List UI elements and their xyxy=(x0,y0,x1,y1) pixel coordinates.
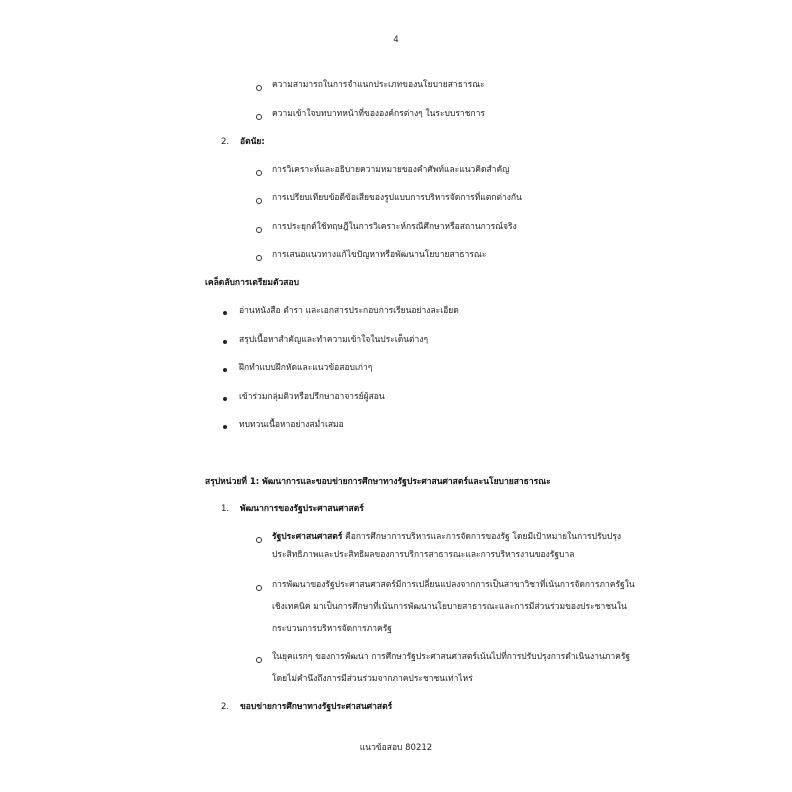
list-item: สรุปเนื้อหาสำคัญและทำความเข้าใจในประเด็นต่างๆ xyxy=(239,335,429,345)
list-item: ความเข้าใจบทบาทหน้าที่ขององค์กรต่างๆ ในระบบราชการ xyxy=(272,109,485,119)
hollow-bullet-icon xyxy=(256,227,262,233)
subsection-title: พัฒนาการของรัฐประศาสนศาสตร์ xyxy=(240,504,364,514)
list-number: 2. xyxy=(221,137,230,147)
hollow-bullet-icon xyxy=(256,657,262,663)
list-item: การประยุกต์ใช้ทฤษฎีในการวิเคราะห์กรณีศึกษาหรือสถานการณ์จริง xyxy=(272,222,517,232)
tips-heading: เคล็ดลับการเตรียมตัวสอบ xyxy=(205,278,299,288)
summary-heading: สรุปหน่วยที่ 1: พัฒนาการและขอบข่ายการศึกษาทางรัฐประศาสนศาสตร์และนโยบายสาธารณะ xyxy=(205,477,551,487)
list-number: 1. xyxy=(221,504,230,514)
hollow-bullet-icon xyxy=(256,537,262,543)
hollow-bullet-icon xyxy=(256,255,262,261)
bullet-icon xyxy=(223,368,227,372)
section-title: อัตนัย: xyxy=(240,137,265,147)
hollow-bullet-icon xyxy=(256,170,262,176)
list-item-continuation: ประสิทธิภาพและประสิทธิผลของการบริการสาธารณะและการบริหารงานของรัฐบาล xyxy=(272,550,575,560)
bullet-icon xyxy=(223,340,227,344)
page-footer: แนวข้อสอบ 80212 xyxy=(359,743,433,753)
hollow-bullet-icon xyxy=(256,198,262,204)
hollow-bullet-icon xyxy=(256,85,262,91)
term-bold: รัฐประศาสนศาสตร์ xyxy=(272,532,343,542)
list-item: ในยุคแรกๆ ของการพัฒนา การศึกษารัฐประศาสนศาสตร์เน้นไปที่การปรับปรุงการดำเนินงานภาครัฐ xyxy=(272,652,631,662)
list-item: อ่านหนังสือ ตำรา และเอกสารประกอบการเรียนอย่างละเอียด xyxy=(239,306,459,316)
page-number: 4 xyxy=(393,35,399,45)
bullet-icon xyxy=(223,311,227,315)
list-item: ความสามารถในการจำแนกประเภทของนโยบายสาธารณะ xyxy=(272,80,485,90)
list-item: การเปรียบเทียบข้อดีข้อเสียของรูปแบบการบริหารจัดการที่แตกต่างกัน xyxy=(272,193,522,203)
list-item-continuation: โดยไม่คำนึงถึงการมีส่วนร่วมจากภาคประชาชนเท่าไหร่ xyxy=(272,674,473,684)
list-item: การพัฒนาของรัฐประศาสนศาสตร์มีการเปลี่ยนแปลงจากการเป็นสาขาวิชาที่เน้นการจัดการภาครัฐใน xyxy=(272,580,635,590)
list-item: ฝึกทำแบบฝึกหัดและแนวข้อสอบเก่าๆ xyxy=(239,363,373,373)
list-item-continuation: กระบวนการบริหารจัดการภาครัฐ xyxy=(272,624,392,634)
bullet-icon xyxy=(223,425,227,429)
list-item xyxy=(272,531,621,543)
list-item: เข้าร่วมกลุ่มติวหรือปรึกษาอาจารย์ผู้สอน xyxy=(239,392,385,402)
hollow-bullet-icon xyxy=(256,585,262,591)
list-item: การเสนอแนวทางแก้ไขปัญหาหรือพัฒนานโยบายสาธารณะ xyxy=(272,250,487,260)
list-item-continuation: เชิงเทคนิค มาเป็นการศึกษาที่เน้นการพัฒนานโยบายสาธารณะและการมีส่วนร่วมของประชาชนใน xyxy=(272,602,627,612)
subsection-title: ขอบข่ายการศึกษาทางรัฐประศาสนศาสตร์ xyxy=(240,702,393,712)
list-item: ทบทวนเนื้อหาอย่างสม่ำเสมอ xyxy=(239,420,344,430)
list-number: 2. xyxy=(221,702,230,712)
list-item: การวิเคราะห์และอธิบายความหมายของคำศัพท์และแนวคิดสำคัญ xyxy=(272,165,510,175)
item-text: คือการศึกษาการบริหารและการจัดการของรัฐ โดยมีเป้าหมายในการปรับปรุง xyxy=(342,532,622,542)
bullet-icon xyxy=(223,397,227,401)
hollow-bullet-icon xyxy=(256,114,262,120)
